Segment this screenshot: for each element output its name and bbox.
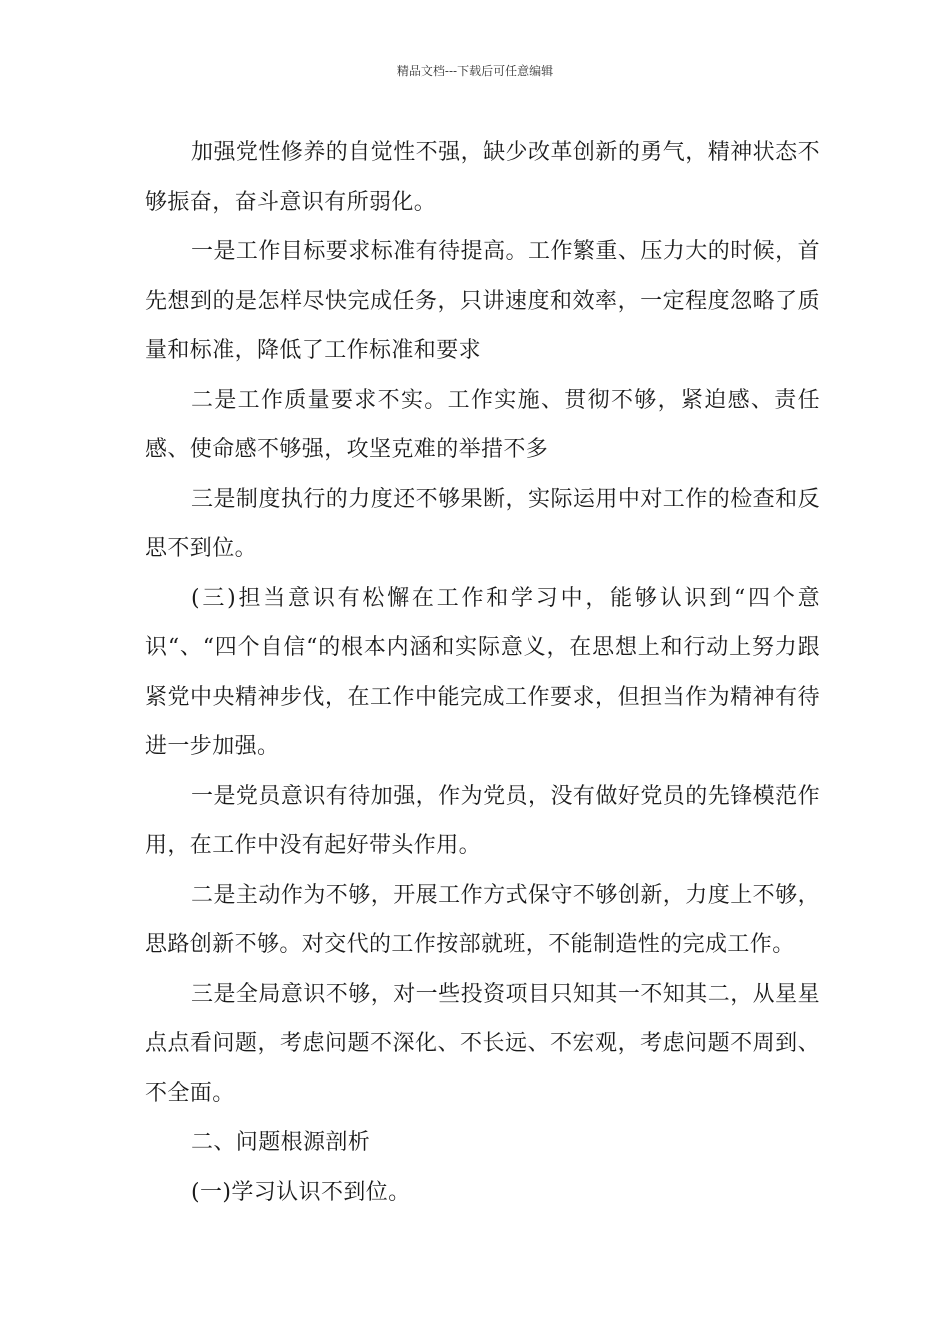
paragraph: (三)担当意识有松懈在工作和学习中，能够认识到“四个意识“、“四个自信“的根本内涵和实际意义，在思想上和行动上努力跟紧党中央精神步伐，在工作中能完成工作要求，但担当作为精神有待进一步加强。: [145, 585, 820, 759]
paragraph: 三是制度执行的力度还不够果断，实际运用中对工作的检查和反思不到位。: [145, 486, 820, 561]
paragraph: 加强党性修养的自觉性不强，缺少改革创新的勇气，精神状态不够振奋，奋斗意识有所弱化。: [145, 140, 820, 215]
section-heading: 二、问题根源剖析: [191, 1130, 371, 1155]
page-header: 精品文档---下载后可任意编辑: [396, 64, 554, 78]
paragraph: 二是工作质量要求不实。工作实施、贯彻不够，紧迫感、责任感、使命感不够强，攻坚克难的举措不多: [145, 387, 820, 462]
document-body: [145, 128, 820, 1217]
paragraph: 一是党员意识有待加强，作为党员，没有做好党员的先锋模范作用，在工作中没有起好带头作用。: [145, 783, 820, 858]
paragraph: 一是工作目标要求标准有待提高。工作繁重、压力大的时候，首先想到的是怎样尽快完成任务，只讲速度和效率，一定程度忽略了质量和标准，降低了工作标准和要求: [145, 239, 820, 363]
subsection-heading: (一)学习认识不到位。: [191, 1179, 411, 1205]
paragraph: 二是主动作为不够，开展工作方式保守不够创新，力度上不够，思路创新不够。对交代的工作按部就班，不能制造性的完成工作。: [145, 882, 820, 957]
paragraph: 三是全局意识不够，对一些投资项目只知其一不知其二，从星星点点看问题，考虑问题不深化、不长远、不宏观，考虑问题不周到、不全面。: [145, 981, 820, 1106]
